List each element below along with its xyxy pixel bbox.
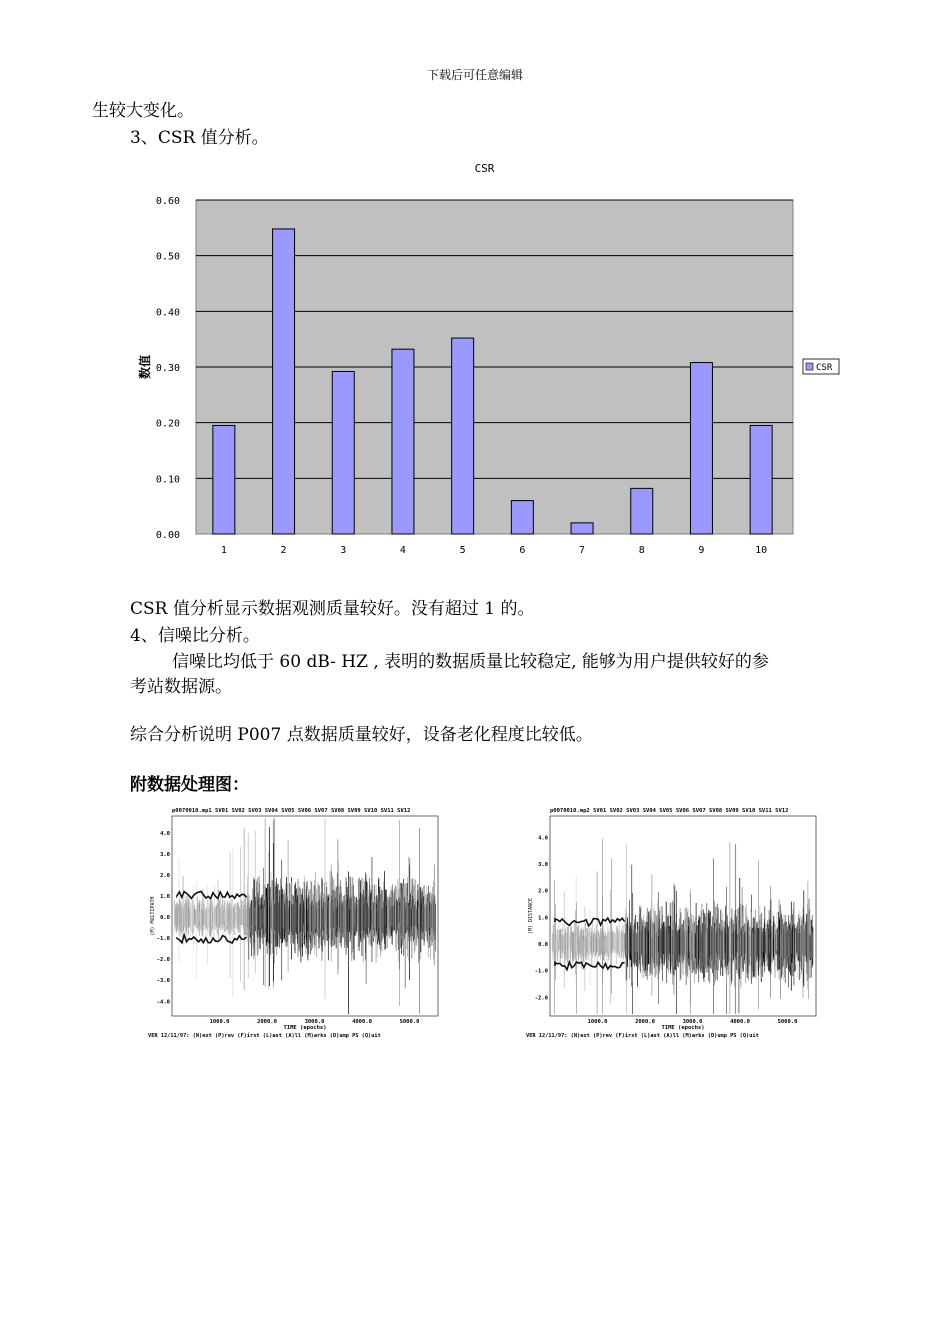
- bar: [571, 523, 593, 534]
- plot-y-tick: -2.0: [534, 995, 548, 1002]
- plot-y-tick: 4.0: [160, 830, 170, 837]
- plot-x-tick: 5000.0: [777, 1019, 798, 1025]
- plot-y-tick: -1.0: [156, 936, 170, 943]
- chart-title: CSR: [474, 162, 495, 175]
- csr-bar-chart: [130, 155, 850, 565]
- plot-footer: VER 12/11/97: (N)ext (P)rev (F)irst (L)ast (A)ll (M)arks (D)ump PS (Q)uit: [148, 1033, 381, 1039]
- snr-text-line2: 考站数据源。: [130, 677, 232, 697]
- x-tick-label: 5: [459, 545, 466, 556]
- bar: [213, 425, 235, 534]
- snr-text-line1: 信噪比均低于 60 dB- HZ , 表明的数据质量比较稳定, 能够为用户提供较好的参: [172, 652, 769, 672]
- plot-y-tick: -4.0: [156, 999, 170, 1006]
- plot-x-tick: 3000.0: [682, 1019, 703, 1025]
- plot-x-label: TIME (epochs): [661, 1025, 705, 1031]
- y-tick-label: 0.60: [155, 196, 180, 207]
- legend-label: CSR: [816, 363, 833, 373]
- page-header: 下载后可任意编辑: [426, 68, 523, 82]
- plot-header: p0070010.mp2 SV01 SV02 SV03 SV04 SV05 SV06 SV07 SV08 SV09 SV10 SV11 SV12: [550, 808, 789, 814]
- plot-x-tick: 5000.0: [399, 1019, 420, 1025]
- plot-y-tick: 2.0: [538, 888, 548, 895]
- bar: [273, 229, 295, 534]
- bar: [392, 349, 414, 534]
- x-tick-label: 6: [519, 545, 526, 556]
- plot-y-tick: 1.0: [538, 915, 548, 922]
- x-tick-label: 3: [340, 545, 347, 556]
- y-tick-label: 0.10: [155, 474, 180, 486]
- plot-x-tick: 3000.0: [304, 1019, 325, 1025]
- plot-y-tick: -1.0: [534, 968, 548, 975]
- plot-y-tick: -2.0: [156, 957, 170, 964]
- bar: [690, 363, 712, 534]
- plot-x-tick: 2000.0: [257, 1019, 277, 1025]
- section-heading-csr: 3、CSR 值分析。: [130, 128, 269, 148]
- plot-y-tick: 0.0: [538, 942, 548, 948]
- y-tick-label: 0.20: [155, 418, 180, 430]
- bar: [631, 488, 653, 534]
- bar: [332, 371, 354, 534]
- paragraph-continuation: 生较大变化。: [92, 101, 194, 121]
- x-tick-label: 2: [280, 545, 287, 556]
- legend-swatch: [806, 363, 813, 370]
- plot-x-label: TIME (epochs): [283, 1025, 327, 1031]
- y-tick-label: 0.30: [155, 363, 180, 374]
- plot-y-tick: 3.0: [538, 862, 548, 868]
- bar: [750, 425, 772, 534]
- x-tick-label: 7: [579, 545, 586, 556]
- x-tick-label: 10: [755, 545, 768, 556]
- plot-y-tick: 2.0: [160, 872, 170, 879]
- plot-y-tick: -3.0: [156, 978, 170, 985]
- x-tick-label: 9: [698, 545, 705, 556]
- multipath-plot-1: [146, 804, 442, 1040]
- x-tick-label: 1: [220, 545, 227, 556]
- plot-y-label: (M) DISTANCE: [528, 897, 534, 935]
- csr-summary: CSR 值分析显示数据观测质量较好。没有超过 1 的。: [130, 599, 535, 619]
- plot-x-tick: 4000.0: [352, 1019, 372, 1025]
- plot-x-tick: 2000.0: [635, 1019, 655, 1025]
- plot-header: p0070010.mp1 SV01 SV02 SV03 SV04 SV05 SV06 SV07 SV08 SV09 SV10 SV11 SV12: [172, 808, 411, 814]
- appendix-title: 附数据处理图：: [130, 775, 249, 795]
- y-tick-label: 0.50: [155, 251, 180, 263]
- plot-x-tick: 1000.0: [209, 1019, 230, 1025]
- conclusion: 综合分析说明 P007 点数据质量较好，设备老化程度比较低。: [130, 725, 593, 745]
- plot-footer: VER 12/11/97: (N)ext (P)rev (F)irst (L)ast (A)ll (M)arks (D)ump PS (Q)uit: [526, 1033, 759, 1039]
- bar: [452, 338, 474, 534]
- plot-y-tick: 3.0: [160, 851, 170, 858]
- plot-y-tick: 4.0: [538, 835, 548, 842]
- bar: [511, 501, 533, 534]
- plot-x-tick: 1000.0: [587, 1019, 608, 1025]
- y-tick-label: 0.00: [155, 530, 180, 541]
- multipath-plot-2: [524, 804, 820, 1040]
- plot-x-tick: 4000.0: [730, 1019, 750, 1025]
- plot-y-label: (M) MULTIPATH: [150, 896, 156, 936]
- section-heading-snr: 4、信噪比分析。: [130, 626, 260, 646]
- plot-y-tick: 1.0: [160, 894, 170, 900]
- y-tick-label: 0.40: [155, 307, 180, 319]
- y-axis-label: 数值: [138, 354, 152, 380]
- x-tick-label: 8: [638, 545, 645, 556]
- x-tick-label: 4: [399, 545, 406, 556]
- plot-y-tick: 0.0: [160, 915, 170, 922]
